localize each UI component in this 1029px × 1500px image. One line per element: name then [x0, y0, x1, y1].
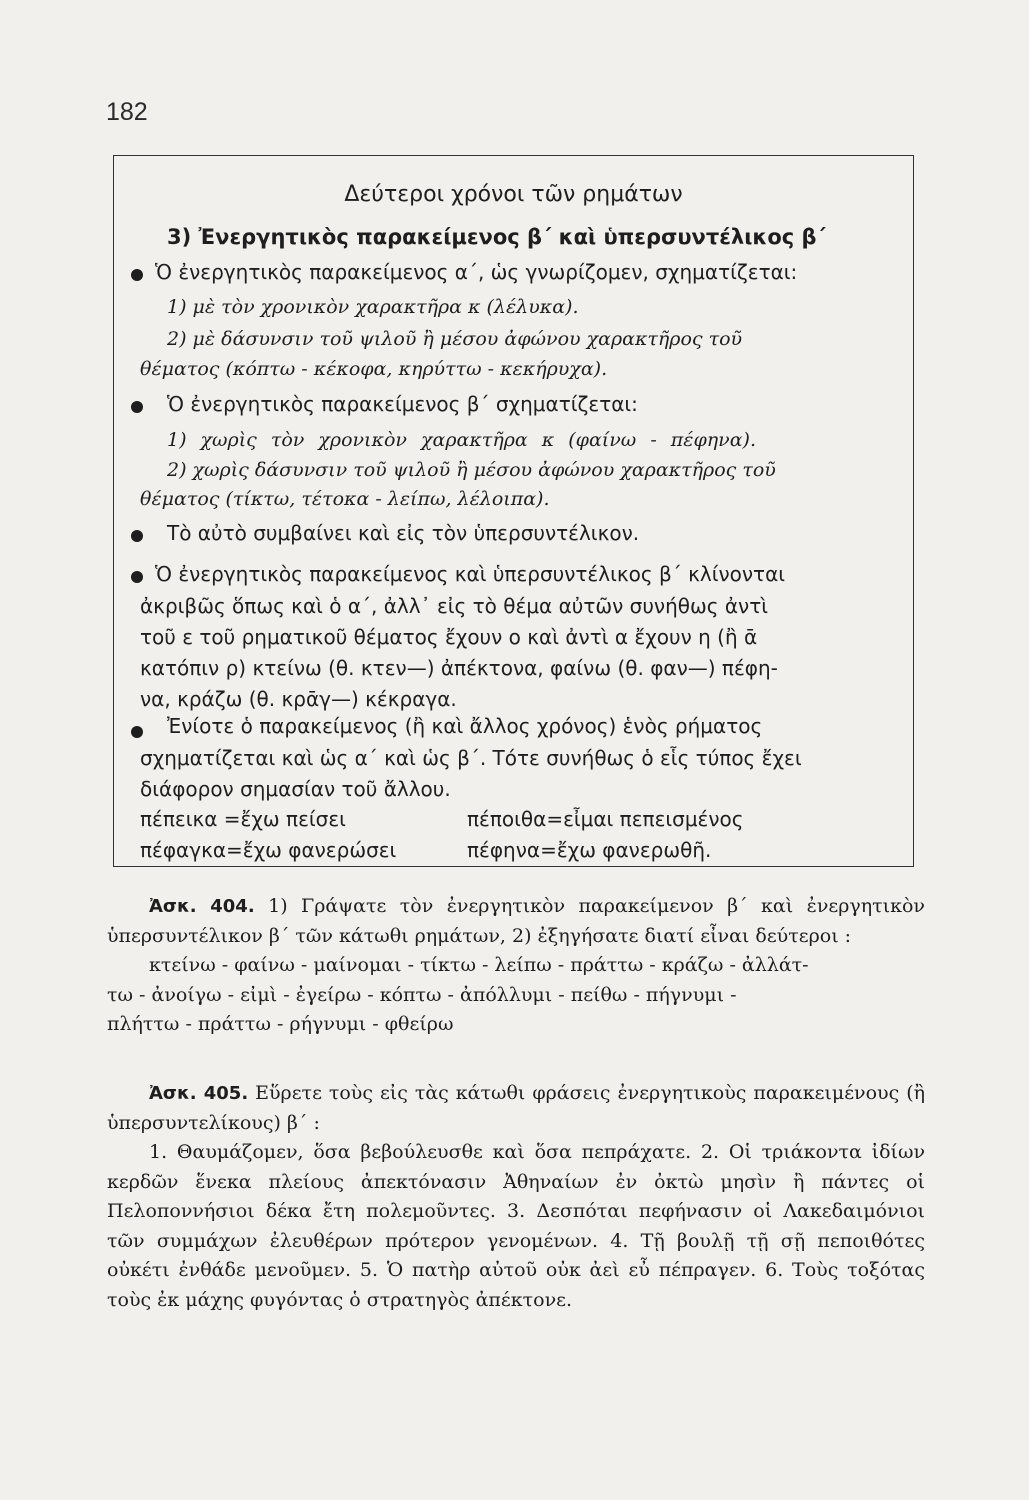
rule-line: κατόπιν ρ) κτείνω (θ. κτεν—) ἀπέκτονα, φαίνω (θ. φαν—) πέφη-	[140, 656, 778, 680]
rule-line: 1) χωρὶς τὸν χρονικὸν χαρακτῆρα κ (φαίνω - πέφηνα).	[167, 429, 756, 451]
exercise-405-label: Ἀσκ. 405.	[149, 1083, 249, 1104]
rule-line: διάφορον σημασίαν τοῦ ἄλλου.	[140, 777, 451, 801]
rule-line: να, κράζω (θ. κρᾱγ—) κέκραγα.	[140, 687, 457, 711]
rule-line: 1) μὲ τὸν χρονικὸν χαρακτῆρα κ (λέλυκα).	[167, 296, 579, 318]
bullet-icon	[131, 571, 143, 583]
example-pair-right: πέφηνα=ἔχω φανερωθῆ.	[467, 838, 712, 862]
grammar-rule-box	[113, 155, 914, 867]
rule-line: θέματος (τίκτω, τέτοκα - λείπω, λέλοιπα).	[140, 488, 550, 510]
exercise-404-label: Ἀσκ. 404.	[149, 896, 255, 917]
bullet-icon	[131, 726, 143, 738]
verb-list-line: τω - ἀνοίγω - εἰμὶ - ἐγείρω - κόπτω - ἀπόλλυμι - πείθω - πήγνυμι -	[107, 983, 737, 1006]
bullet-icon	[131, 530, 143, 542]
rule-line: θέματος (κόπτω - κέκοφα, κηρύττω - κεκήρυχα).	[140, 358, 608, 380]
exercise-404-instructions: 1) Γράψατε τὸν ἐνεργητικὸν παρακείμενον β΄ καὶ ἐνεργητικὸν ὑπερσυντέλικον β΄ τῶν κάτωθι ρημάτων, 2) ἐξηγήσατε διατί εἶναι δεύτεροι :	[107, 895, 925, 947]
bullet-icon	[131, 401, 143, 413]
rule-line: 2) μὲ δάσυνσιν τοῦ ψιλοῦ ἢ μέσου ἀφώνου χαρακτῆρος τοῦ	[167, 328, 743, 350]
example-pair-left: πέφαγκα=ἔχω φανερώσει	[140, 838, 397, 862]
exercise-405-instructions: Εὕρετε τοὺς εἰς τὰς κάτωθι φράσεις ἐνεργητικοὺς παρακειμένους (ἢ ὑπερσυντελίκους) β΄ :	[107, 1082, 925, 1134]
verb-list-line: πλήττω - πράττω - ρήγνυμι - φθείρω	[107, 1013, 454, 1035]
rule-line: σχηματίζεται καὶ ὡς α΄ καὶ ὡς β΄. Τότε συνήθως ὁ εἷς τύπος ἔχει	[140, 746, 802, 770]
rule-line: Ὁ ἐνεργητικὸς παρακείμενος α΄, ὡς γνωρίζομεν, σχηματίζεται:	[155, 260, 798, 284]
verb-list-line: κτείνω - φαίνω - μαίνομαι - τίκτω - λείπω - πράττω - κράζω - ἀλλάτ-	[149, 954, 809, 976]
rule-line: Ὁ ἐνεργητικὸς παρακείμενος καὶ ὑπερσυντέλικος β΄ κλίνονται	[155, 562, 786, 586]
rule-line: Ἐνίοτε ὁ παρακείμενος (ἢ καὶ ἄλλος χρόνος) ἑνὸς ρήματος	[167, 714, 763, 738]
verb-list	[107, 951, 925, 1040]
section-heading: 3) Ἐνεργητικὸς παρακείμενος β΄ καὶ ὑπερσυντέλικος β΄	[167, 225, 826, 249]
rule-line: ἀκριβῶς ὅπως καὶ ὁ α΄, ἀλλ᾽ εἰς τὸ θέμα αὐτῶν συνήθως ἀντὶ	[140, 594, 768, 618]
bullet-icon	[131, 269, 143, 281]
rule-line: Τὸ αὐτὸ συμβαίνει καὶ εἰς τὸν ὑπερσυντέλικον.	[167, 521, 640, 545]
exercise-405	[107, 1079, 925, 1315]
box-title: Δεύτεροι χρόνοι τῶν ρημάτων	[344, 182, 683, 207]
rule-line: Ὁ ἐνεργητικὸς παρακείμενος β΄ σχηματίζεται:	[167, 392, 638, 416]
rule-line: τοῦ ε τοῦ ρηματικοῦ θέματος ἔχουν ο καὶ ἀντὶ α ἔχουν η (ἢ ᾱ	[140, 625, 758, 649]
exercise-404	[107, 892, 925, 1040]
exercise-405-sentences: 1. Θαυμάζομεν, ὅσα βεβούλευσθε καὶ ὅσα πεπράχατε. 2. Οἱ τριάκοντα ἰδίων κερδῶν ἕνεκα πλείους ἀπεκτόνασιν Ἀθηναίων ἐν ὀκτὼ μησὶν ἢ πάντες οἱ Πελοποννήσιοι δέκα ἔτη πολεμοῦντες. 3. Δεσπόται πεφήνασιν οἱ Λακεδαιμόνιοι τῶν συμμάχων ἐλευθέρων πρότερον γενομένων. 4. Τῇ βουλῇ τῇ σῇ πεποιθότες οὐκέτι ἐνθάδε μενοῦμεν. 5. Ὁ πατὴρ αὐτοῦ οὐκ ἀεὶ εὖ πέπραγεν. 6. Τοὺς τοξότας τοὺς ἐκ μάχης φυγόντας ὁ στρατηγὸς ἀπέκτονε.	[107, 1141, 925, 1311]
example-pair-left: πέπεικα =ἔχω πείσει	[140, 807, 346, 831]
example-pair-right: πέποιθα=εἶμαι πεπεισμένος	[467, 807, 744, 831]
rule-line: 2) χωρὶς δάσυνσιν τοῦ ψιλοῦ ἢ μέσου ἀφώνου χαρακτῆρος τοῦ	[167, 459, 776, 481]
page-number: 182	[106, 98, 148, 126]
